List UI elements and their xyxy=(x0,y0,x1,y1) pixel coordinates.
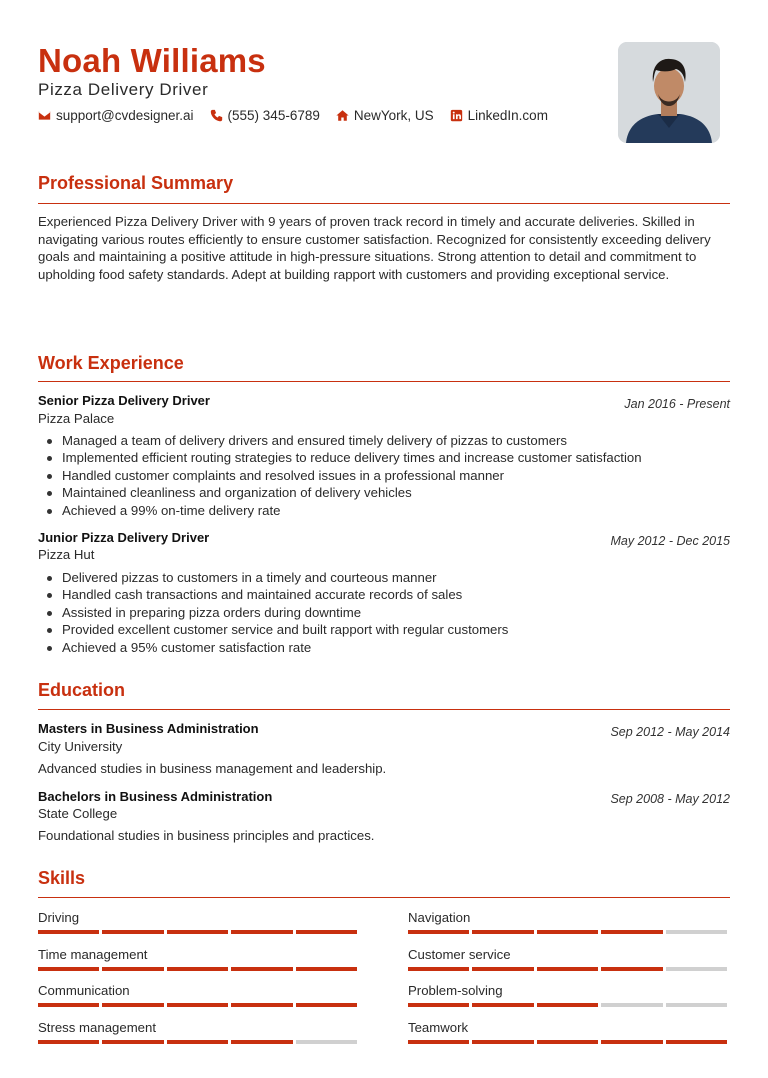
education-school: State College xyxy=(38,806,118,821)
job-bullet: Delivered pizzas to customers in a timely and courteous manner xyxy=(62,569,508,586)
contact-phone[interactable] xyxy=(210,108,320,123)
skill-level-segment-filled xyxy=(408,930,469,934)
contact-location-text: NewYork, US xyxy=(353,108,434,123)
skill-level-segment-filled xyxy=(102,967,163,971)
skill-level-segment-filled xyxy=(102,1040,163,1044)
skill-level-segment-filled xyxy=(296,967,357,971)
skill-level-segment-filled xyxy=(231,1003,292,1007)
education-degree: Masters in Business Administration xyxy=(38,721,259,736)
job-bullet: Handled customer complaints and resolved issues in a professional manner xyxy=(62,467,642,484)
job-bullet: Provided excellent customer service and built rapport with regular customers xyxy=(62,622,509,638)
skill-item xyxy=(408,1020,730,1044)
skill-level-segment-filled xyxy=(666,1040,727,1044)
job-bullet: Assisted in preparing pizza orders during downtime xyxy=(62,604,508,621)
job-bullets xyxy=(62,432,642,519)
skill-level-bar xyxy=(408,1040,730,1044)
candidate-name: Noah Williams xyxy=(38,42,266,79)
job-bullet: Achieved a 95% customer satisfaction rate xyxy=(62,639,508,656)
skill-name: Teamwork xyxy=(408,1020,469,1035)
skill-level-segment-filled xyxy=(296,930,357,934)
skill-item xyxy=(408,910,730,934)
skill-level-segment-filled xyxy=(38,967,99,971)
skill-item xyxy=(38,947,360,971)
summary-heading: Professional Summary xyxy=(38,173,234,193)
skill-level-segment-filled xyxy=(102,1003,163,1007)
profile-photo xyxy=(618,42,720,143)
job-bullet: Managed a team of delivery drivers and ensured timely delivery of pizzas to customers xyxy=(62,432,642,449)
skill-level-segment-filled xyxy=(102,930,163,934)
skill-level-segment-empty xyxy=(296,1040,357,1044)
candidate-role: Pizza Delivery Driver xyxy=(38,80,209,99)
education-heading: Education xyxy=(38,680,126,700)
skill-level-segment-empty xyxy=(601,1003,662,1007)
skill-name: Communication xyxy=(38,983,130,998)
skill-level-segment-filled xyxy=(38,1040,99,1044)
experience-divider xyxy=(38,381,730,382)
skill-level-segment-filled xyxy=(231,967,292,971)
skill-level-segment-filled xyxy=(231,1040,292,1044)
job-bullet: Implemented efficient routing strategies to reduce delivery times and increase customer satisfaction xyxy=(62,450,642,466)
skill-level-segment-filled xyxy=(472,930,533,934)
skill-item xyxy=(38,1020,360,1044)
job-dates: Jan 2016 - Present xyxy=(624,397,730,411)
contact-linkedin[interactable] xyxy=(450,108,548,123)
education-divider xyxy=(38,709,730,710)
job-bullet: Handled cash transactions and maintained accurate records of sales xyxy=(62,586,508,603)
envelope-icon xyxy=(38,109,51,122)
skill-name: Problem-solving xyxy=(408,983,503,998)
skill-level-segment-filled xyxy=(167,967,228,971)
experience-heading: Work Experience xyxy=(38,353,184,373)
contact-list xyxy=(38,108,564,123)
skill-level-segment-filled xyxy=(472,1003,533,1007)
skill-level-segment-filled xyxy=(601,1040,662,1044)
skill-level-segment-filled xyxy=(601,967,662,971)
skill-level-segment-filled xyxy=(408,1003,469,1007)
education-description: Foundational studies in business principles and practices. xyxy=(38,828,375,843)
skill-name: Stress management xyxy=(38,1020,157,1035)
skill-item xyxy=(408,983,730,1007)
phone-icon xyxy=(210,109,223,122)
job-bullets xyxy=(62,569,508,656)
linkedin-icon xyxy=(450,109,463,122)
skill-level-segment-filled xyxy=(231,930,292,934)
skill-level-bar xyxy=(38,1003,360,1007)
skill-item xyxy=(38,983,360,1007)
skill-level-segment-filled xyxy=(167,930,228,934)
skill-level-bar xyxy=(38,1040,360,1044)
job-title: Junior Pizza Delivery Driver xyxy=(38,530,210,545)
skills-heading: Skills xyxy=(38,868,86,888)
summary-text: Experienced Pizza Delivery Driver with 9 years of proven track record in timely and accurate deliveries. Skilled in navigating various routes efficiently to ensure customer satisfaction. Recognized for consistently exceeding delivery goals and maintaining a positive attitude in high-pressure situations. Strong attention to detail and commitment to upholding food safety standards. Adept at building rapport with customers and providing exceptional service. xyxy=(38,214,711,282)
job-bullet: Achieved a 99% on-time delivery rate xyxy=(62,502,642,519)
skill-level-segment-filled xyxy=(38,1003,99,1007)
skill-name: Time management xyxy=(38,947,148,962)
skills-divider xyxy=(38,897,730,898)
skill-level-segment-filled xyxy=(472,1040,533,1044)
skill-level-segment-filled xyxy=(537,1040,598,1044)
education-degree: Bachelors in Business Administration xyxy=(38,789,273,804)
contact-phone-text: (555) 345-6789 xyxy=(227,108,320,123)
skill-item xyxy=(408,947,730,971)
skill-level-bar xyxy=(38,967,360,971)
education-dates: Sep 2012 - May 2014 xyxy=(610,725,730,739)
skill-level-segment-filled xyxy=(408,1040,469,1044)
skill-level-segment-filled xyxy=(537,930,598,934)
job-dates: May 2012 - Dec 2015 xyxy=(610,534,730,548)
education-description: Advanced studies in business management and leadership. xyxy=(38,761,387,776)
contact-email[interactable] xyxy=(38,108,194,123)
home-icon xyxy=(336,109,349,122)
skill-level-segment-filled xyxy=(408,967,469,971)
skill-level-segment-empty xyxy=(666,930,727,934)
contact-location xyxy=(336,108,434,123)
skill-level-bar xyxy=(408,930,730,934)
skill-name: Driving xyxy=(38,910,80,925)
skill-level-segment-filled xyxy=(601,930,662,934)
job-bullet: Maintained cleanliness and organization of delivery vehicles xyxy=(62,484,642,501)
contact-linkedin-text: LinkedIn.com xyxy=(467,108,548,123)
education-school: City University xyxy=(38,739,123,754)
resume-page xyxy=(38,0,730,1078)
skill-level-segment-filled xyxy=(537,1003,598,1007)
job-company: Pizza Palace xyxy=(38,411,115,426)
contact-email-text: support@cvdesigner.ai xyxy=(56,108,194,123)
skill-level-segment-filled xyxy=(167,1003,228,1007)
skill-level-segment-empty xyxy=(666,1003,727,1007)
skill-level-segment-filled xyxy=(167,1040,228,1044)
skill-level-segment-filled xyxy=(472,967,533,971)
education-dates: Sep 2008 - May 2012 xyxy=(610,792,730,806)
skill-level-segment-filled xyxy=(537,967,598,971)
skill-item xyxy=(38,910,360,934)
skill-level-segment-filled xyxy=(296,1003,357,1007)
summary-divider xyxy=(38,203,730,204)
skill-level-bar xyxy=(408,1003,730,1007)
job-company: Pizza Hut xyxy=(38,547,95,562)
skill-level-bar xyxy=(408,967,730,971)
skill-level-segment-filled xyxy=(38,930,99,934)
skill-level-segment-empty xyxy=(666,967,727,971)
skill-name: Navigation xyxy=(408,910,471,925)
job-title: Senior Pizza Delivery Driver xyxy=(38,393,210,408)
skill-name: Customer service xyxy=(408,947,511,962)
skill-level-bar xyxy=(38,930,360,934)
